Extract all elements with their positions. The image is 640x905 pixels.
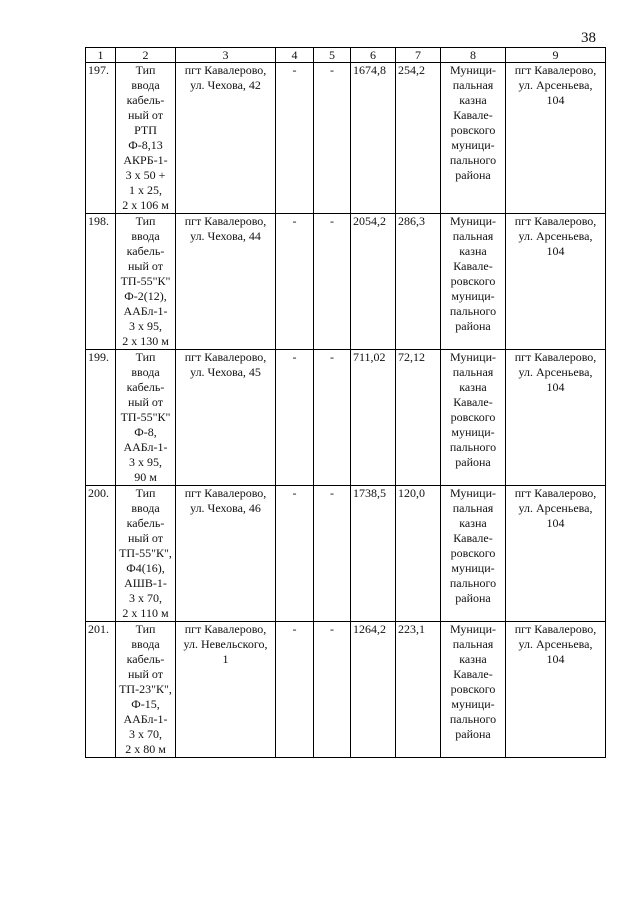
row-number-cell: 201.: [86, 622, 116, 758]
owner-cell-line: Муници-: [449, 350, 497, 364]
object-description-cell-line: ТП-23"К",: [119, 682, 172, 696]
address-cell-line: пгт Кавалерово,: [184, 486, 267, 500]
object-description-cell: [116, 622, 176, 758]
object-description-cell-line: ТП-55"К": [120, 274, 171, 288]
address-cell-line: ул. Чехова, 45: [190, 365, 261, 379]
column-header: 3: [176, 48, 276, 63]
object-description-cell-line: 3 х 95,: [129, 455, 162, 469]
owner-cell-line: казна: [459, 652, 487, 666]
owner-cell-line: Кавале-: [453, 259, 493, 273]
object-description-cell-line: 3 х 50 +: [125, 168, 166, 182]
object-description-cell-line: ввода: [131, 501, 160, 515]
holder-address-cell-line: пгт Кавалерово,: [514, 63, 597, 77]
header-row: [86, 48, 606, 63]
object-description-cell-line: ный от: [128, 108, 163, 122]
owner-cell-line: пального: [449, 576, 497, 590]
owner-cell-line: района: [455, 168, 491, 182]
owner-cell-line: пального: [449, 712, 497, 726]
owner-cell-line: казна: [459, 380, 487, 394]
object-description-cell: [116, 214, 176, 350]
col7-value-cell: 72,12: [396, 350, 441, 486]
object-description-cell-line: ввода: [131, 78, 160, 92]
object-description-cell-line: ТП-55"К",: [119, 546, 172, 560]
address-cell-line: ул. Чехова, 42: [190, 78, 261, 92]
address-cell-line: ул. Невельского,: [183, 637, 268, 651]
holder-address-cell-line: 104: [546, 652, 565, 666]
address-cell-line: 1: [222, 652, 229, 666]
object-description-cell-line: кабель-: [126, 380, 165, 394]
holder-address-cell-line: пгт Кавалерово,: [514, 214, 597, 228]
col6-value-cell: 711,02: [351, 350, 396, 486]
col5-cell: -: [314, 214, 351, 350]
holder-address-cell-line: ул. Арсеньева,: [518, 229, 593, 243]
col7-value-cell: 254,2: [396, 63, 441, 214]
owner-cell-line: района: [455, 455, 491, 469]
column-header: 6: [351, 48, 396, 63]
object-description-cell-line: Тип: [135, 214, 156, 228]
owner-cell-line: муници-: [451, 289, 495, 303]
address-cell-line: ул. Чехова, 46: [190, 501, 261, 515]
holder-address-cell: [506, 214, 606, 350]
col5-cell: -: [314, 350, 351, 486]
object-description-cell-line: Тип: [135, 622, 156, 636]
object-description-cell-line: 90 м: [134, 470, 157, 484]
owner-cell-line: пальная: [452, 78, 494, 92]
object-description-cell-line: ввода: [131, 365, 160, 379]
owner-cell-line: муници-: [451, 425, 495, 439]
owner-cell-line: пальная: [452, 365, 494, 379]
col5-cell: -: [314, 63, 351, 214]
address-cell: [176, 486, 276, 622]
object-description-cell-line: кабель-: [126, 244, 165, 258]
owner-cell-line: пального: [449, 440, 497, 454]
owner-cell-line: ровского: [450, 546, 496, 560]
owner-cell: [441, 622, 506, 758]
page-number: 38: [581, 30, 596, 46]
address-cell: [176, 622, 276, 758]
owner-cell: [441, 214, 506, 350]
holder-address-cell-line: 104: [546, 244, 565, 258]
owner-cell-line: пального: [449, 304, 497, 318]
owner-cell-line: Муници-: [449, 486, 497, 500]
row-number-cell: 199.: [86, 350, 116, 486]
owner-cell-line: района: [455, 591, 491, 605]
object-description-cell-line: Ф-8,: [134, 425, 157, 439]
owner-cell-line: ровского: [450, 410, 496, 424]
table-header: [86, 48, 606, 63]
col4-cell: -: [276, 63, 314, 214]
object-description-cell-line: Тип: [135, 486, 156, 500]
owner-cell-line: пальная: [452, 501, 494, 515]
owner-cell-line: ровского: [450, 274, 496, 288]
owner-cell-line: ровского: [450, 682, 496, 696]
column-header: 2: [116, 48, 176, 63]
object-description-cell-line: ТП-55"К": [120, 410, 171, 424]
object-description-cell-line: кабель-: [126, 93, 165, 107]
owner-cell-line: Кавале-: [453, 667, 493, 681]
object-description-cell-line: Ф-15,: [131, 697, 160, 711]
object-description-cell-line: ный от: [128, 259, 163, 273]
col4-cell: -: [276, 350, 314, 486]
col7-value-cell: 120,0: [396, 486, 441, 622]
address-cell-line: пгт Кавалерово,: [184, 350, 267, 364]
column-header: 5: [314, 48, 351, 63]
owner-cell: [441, 486, 506, 622]
object-description-cell-line: ный от: [128, 667, 163, 681]
object-description-cell: [116, 350, 176, 486]
object-description-cell-line: 3 х 70,: [129, 591, 162, 605]
object-description-cell-line: ААБл-1-: [123, 712, 168, 726]
col6-value-cell: 1674,8: [351, 63, 396, 214]
property-registry-table: [85, 47, 606, 758]
object-description-cell-line: Тип: [135, 350, 156, 364]
object-description-cell-line: 2 х 110 м: [122, 606, 169, 620]
holder-address-cell: [506, 486, 606, 622]
address-cell: [176, 350, 276, 486]
object-description-cell-line: 2 х 106 м: [122, 198, 169, 212]
table-row: [86, 350, 606, 486]
owner-cell-line: казна: [459, 244, 487, 258]
owner-cell-line: Муници-: [449, 63, 497, 77]
object-description-cell-line: АШВ-1-: [124, 576, 167, 590]
holder-address-cell-line: ул. Арсеньева,: [518, 78, 593, 92]
object-description-cell: [116, 63, 176, 214]
col6-value-cell: 2054,2: [351, 214, 396, 350]
col7-value-cell: 223,1: [396, 622, 441, 758]
owner-cell-line: муници-: [451, 138, 495, 152]
holder-address-cell-line: ул. Арсеньева,: [518, 501, 593, 515]
address-cell-line: пгт Кавалерово,: [184, 214, 267, 228]
owner-cell-line: пальная: [452, 229, 494, 243]
address-cell-line: пгт Кавалерово,: [184, 622, 267, 636]
address-cell-line: пгт Кавалерово,: [184, 63, 267, 77]
object-description-cell-line: кабель-: [126, 652, 165, 666]
holder-address-cell-line: пгт Кавалерово,: [514, 486, 597, 500]
col6-value-cell: 1264,2: [351, 622, 396, 758]
object-description-cell-line: 1 х 25,: [129, 183, 162, 197]
col6-value-cell: 1738,5: [351, 486, 396, 622]
owner-cell-line: ровского: [450, 123, 496, 137]
col7-value-cell: 286,3: [396, 214, 441, 350]
owner-cell: [441, 350, 506, 486]
owner-cell-line: казна: [459, 93, 487, 107]
holder-address-cell-line: 104: [546, 93, 565, 107]
object-description-cell-line: 3 х 70,: [129, 727, 162, 741]
address-cell: [176, 63, 276, 214]
owner-cell-line: муници-: [451, 561, 495, 575]
owner-cell-line: района: [455, 727, 491, 741]
object-description-cell-line: кабель-: [126, 516, 165, 530]
object-description-cell-line: 2 х 80 м: [125, 742, 166, 756]
object-description-cell-line: Ф-2(12),: [124, 289, 167, 303]
table-row: [86, 63, 606, 214]
object-description-cell-line: ный от: [128, 531, 163, 545]
holder-address-cell: [506, 350, 606, 486]
holder-address-cell: [506, 63, 606, 214]
column-header: 9: [506, 48, 606, 63]
object-description-cell-line: ный от: [128, 395, 163, 409]
address-cell: [176, 214, 276, 350]
owner-cell-line: Муници-: [449, 214, 497, 228]
object-description-cell-line: ААБл-1-: [123, 304, 168, 318]
holder-address-cell-line: ул. Арсеньева,: [518, 365, 593, 379]
owner-cell-line: казна: [459, 516, 487, 530]
owner-cell: [441, 63, 506, 214]
row-number-cell: 198.: [86, 214, 116, 350]
col5-cell: -: [314, 486, 351, 622]
object-description-cell-line: 2 х 130 м: [122, 334, 169, 348]
col4-cell: -: [276, 214, 314, 350]
col4-cell: -: [276, 486, 314, 622]
table-row: [86, 486, 606, 622]
column-header: 7: [396, 48, 441, 63]
col5-cell: -: [314, 622, 351, 758]
owner-cell-line: Кавале-: [453, 108, 493, 122]
owner-cell-line: Муници-: [449, 622, 497, 636]
holder-address-cell-line: пгт Кавалерово,: [514, 350, 597, 364]
owner-cell-line: района: [455, 319, 491, 333]
row-number-cell: 200.: [86, 486, 116, 622]
holder-address-cell: [506, 622, 606, 758]
owner-cell-line: муници-: [451, 697, 495, 711]
owner-cell-line: Кавале-: [453, 395, 493, 409]
holder-address-cell-line: пгт Кавалерово,: [514, 622, 597, 636]
holder-address-cell-line: 104: [546, 380, 565, 394]
object-description-cell-line: ввода: [131, 229, 160, 243]
object-description-cell-line: 3 х 95,: [129, 319, 162, 333]
object-description-cell-line: Ф-8,13: [128, 138, 163, 152]
row-number-cell: 197.: [86, 63, 116, 214]
column-header: 1: [86, 48, 116, 63]
object-description-cell-line: Тип: [135, 63, 156, 77]
address-cell-line: ул. Чехова, 44: [190, 229, 261, 243]
owner-cell-line: пального: [449, 153, 497, 167]
holder-address-cell-line: 104: [546, 516, 565, 530]
object-description-cell-line: РТП: [134, 123, 157, 137]
object-description-cell: [116, 486, 176, 622]
owner-cell-line: пальная: [452, 637, 494, 651]
object-description-cell-line: ввода: [131, 637, 160, 651]
object-description-cell-line: АКРБ-1-: [123, 153, 168, 167]
owner-cell-line: Кавале-: [453, 531, 493, 545]
object-description-cell-line: ААБл-1-: [123, 440, 168, 454]
column-header: 4: [276, 48, 314, 63]
table-row: [86, 214, 606, 350]
column-header: 8: [441, 48, 506, 63]
col4-cell: -: [276, 622, 314, 758]
holder-address-cell-line: ул. Арсеньева,: [518, 637, 593, 651]
object-description-cell-line: Ф4(16),: [126, 561, 165, 575]
table-row: [86, 622, 606, 758]
table-body: [86, 63, 606, 758]
